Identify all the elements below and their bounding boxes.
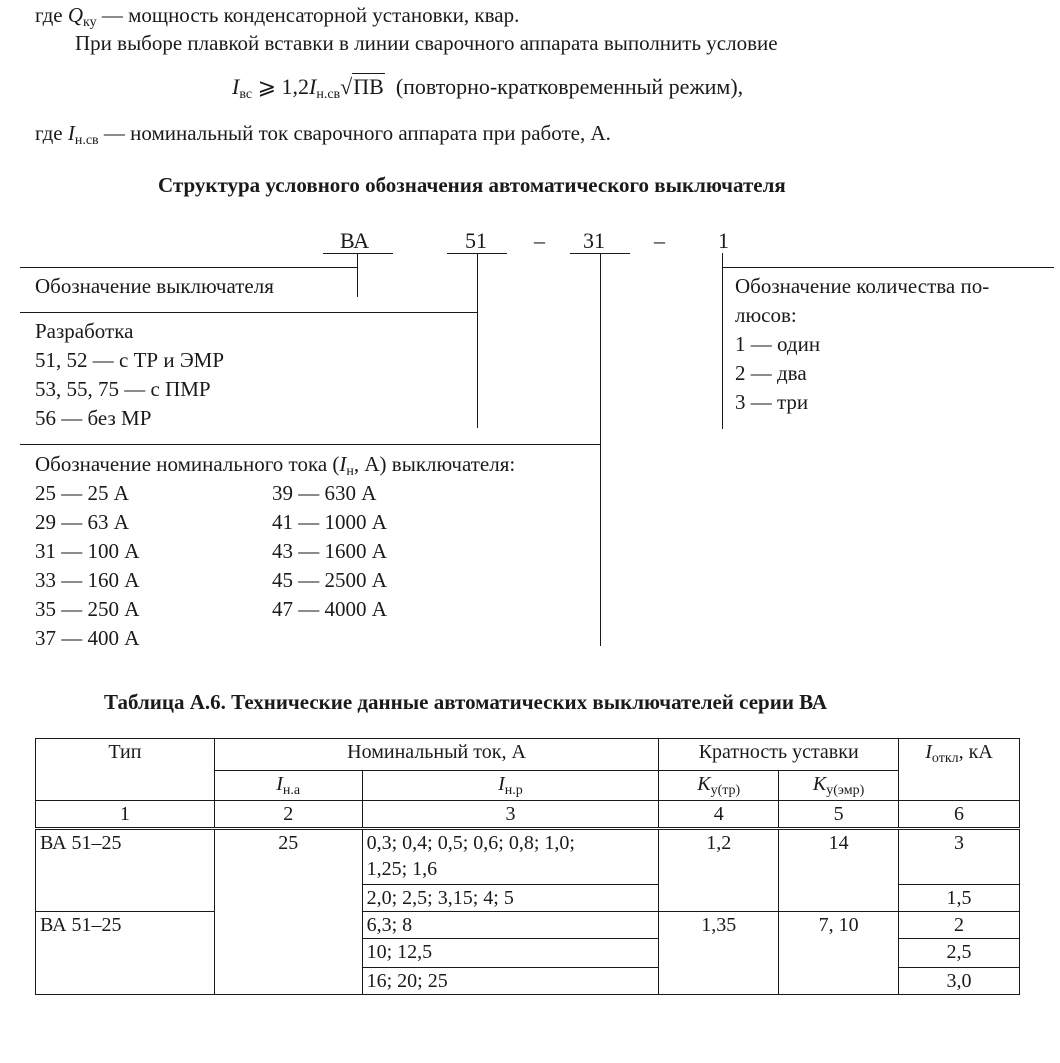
cell-off: 2,5 <box>899 939 1020 968</box>
diagram-line-dev <box>20 312 478 313</box>
code-part-va: ВА <box>340 228 370 253</box>
cell-off: 1,5 <box>899 885 1020 912</box>
header-ktr: $K_{у(тр)}$ <box>659 771 779 801</box>
diagram-line-current <box>20 444 601 445</box>
cell-inr: 16; 20; 25 <box>362 968 659 995</box>
current-code-item: 47 — 4000 А <box>272 597 387 621</box>
label-poles-cont: люсов: <box>735 303 797 327</box>
label-poles: Обозначение количества по- <box>735 274 990 298</box>
header-rated-current: Номинальный ток, А <box>214 739 659 771</box>
header-kemr: $K_{у(эмр)}$ <box>779 771 899 801</box>
cell-type: ВА 51–25 <box>36 912 215 995</box>
label-development: Разработка <box>35 319 134 343</box>
poles-item: 2 — два <box>735 361 807 385</box>
cell-off: 2 <box>899 912 1020 939</box>
poles-item: 1 — один <box>735 332 821 356</box>
cell-inr: 2,0; 2,5; 3,15; 4; 5 <box>362 885 659 912</box>
table-caption: Таблица А.6. Технические данные автоматических выключателей серии ВА <box>104 690 828 714</box>
column-number-row <box>36 801 1020 829</box>
code-dash-1: – <box>534 228 545 253</box>
connector-current <box>600 253 601 646</box>
structure-title: Структура условного обозначения автоматического выключателя <box>158 173 786 197</box>
intro-line-2: При выборе плавкой вставки в линии сварочного аппарата выполнить условие <box>75 31 778 55</box>
current-code-item: 31 — 100 А <box>35 539 140 563</box>
dev-item: 53, 55, 75 — с ПМР <box>35 377 211 401</box>
cell-ktr: 1,2 <box>659 829 779 912</box>
current-code-item: 25 — 25 А <box>35 481 129 505</box>
current-code-item: 37 — 400 А <box>35 626 140 650</box>
current-code-item: 35 — 250 А <box>35 597 140 621</box>
col-num: 1 <box>36 801 215 829</box>
table-row <box>36 829 1020 885</box>
intro-line-1: где $Q_{ку}$ — мощность конденсаторной установки, квар. <box>35 3 520 30</box>
current-code-item: 43 — 1600 А <box>272 539 387 563</box>
connector-series <box>477 253 478 428</box>
connector-va <box>357 253 358 297</box>
current-code-item: 33 — 160 А <box>35 568 140 592</box>
formula: $I_{вс}$ ⩾ $1,2I_{н.св}√ПВ$ (повторно-кратковременный режим), <box>232 74 744 102</box>
diagram-top-line-left <box>20 267 358 268</box>
cell-inr: 10; 12,5 <box>362 939 659 968</box>
current-code-item: 41 — 1000 А <box>272 510 387 534</box>
cell-kemr: 7, 10 <box>779 912 899 995</box>
cell-off: 3,0 <box>899 968 1020 995</box>
header-inr: $I_{н.р}$ <box>362 771 659 801</box>
dev-item: 51, 52 — с ТР и ЭМР <box>35 348 225 372</box>
label-rated-current: Обозначение номинального тока ($I_н$, А) выключателя: <box>35 452 516 479</box>
connector-poles <box>722 253 723 429</box>
col-num: 2 <box>214 801 362 829</box>
intro-line-4: где $I_{н.св}$ — номинальный ток сварочного аппарата при работе, А. <box>35 121 611 148</box>
sqrt-radicand: ПВ <box>353 74 384 99</box>
cell-ina: 25 <box>214 829 362 912</box>
code-underline-va <box>323 253 393 254</box>
current-code-item: 45 — 2500 А <box>272 568 387 592</box>
cell-ktr: 1,35 <box>659 912 779 995</box>
col-num: 3 <box>362 801 659 829</box>
cell-inr: 0,3; 0,4; 0,5; 0,6; 0,8; 1,0; 1,25; 1,6 <box>362 829 659 885</box>
current-code-item: 39 — 630 А <box>272 481 377 505</box>
code-part-series: 51 <box>465 228 487 253</box>
header-type: Тип <box>36 739 215 801</box>
header-multiplicity: Кратность уставки <box>659 739 899 771</box>
col-num: 5 <box>779 801 899 829</box>
diagram-top-line-right <box>722 267 1054 268</box>
current-code-item: 29 — 63 А <box>35 510 129 534</box>
cell-kemr: 14 <box>779 829 899 912</box>
breakers-table <box>35 738 1020 995</box>
code-part-current: 31 <box>583 228 605 253</box>
cell-off: 3 <box>899 829 1020 885</box>
col-num: 4 <box>659 801 779 829</box>
col-num: 6 <box>899 801 1020 829</box>
code-dash-2: – <box>654 228 665 253</box>
code-part-poles: 1 <box>718 228 729 253</box>
table-row <box>36 912 1020 939</box>
header-breaking-current: $I_{откл}$, кА <box>899 739 1020 801</box>
table-header-row <box>36 739 1020 771</box>
cell-ina-empty <box>214 912 362 995</box>
dev-item: 56 — без МР <box>35 406 152 430</box>
header-ina: $I_{н.а}$ <box>214 771 362 801</box>
sqrt-sign: √ <box>340 74 353 99</box>
cell-type: ВА 51–25 <box>36 829 215 912</box>
label-switch-designation: Обозначение выключателя <box>35 274 274 298</box>
cell-inr: 6,3; 8 <box>362 912 659 939</box>
poles-item: 3 — три <box>735 390 809 414</box>
